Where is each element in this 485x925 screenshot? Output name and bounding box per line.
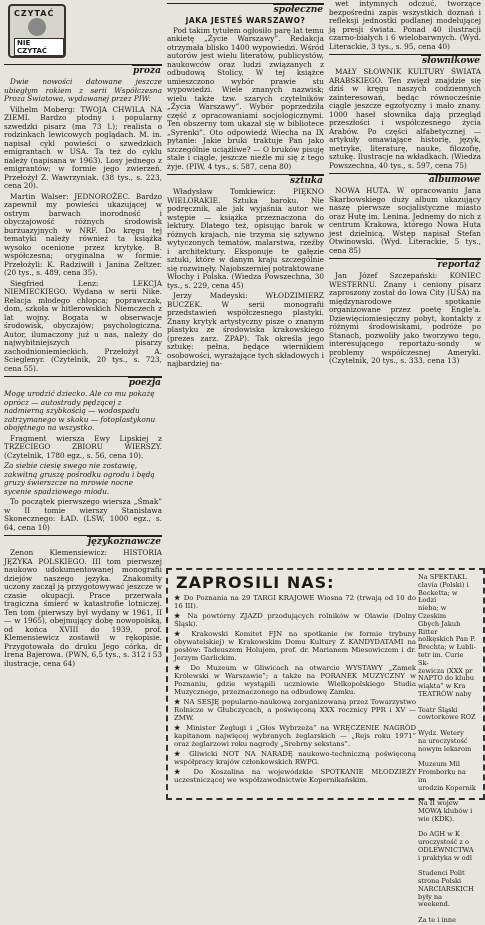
section-heading xyxy=(167,174,324,186)
box-items xyxy=(174,594,416,786)
invitation-text: Gliwicki NOT NA NARADĘ naukowo-techniczną poświęconą współpracy krajów członkowskich RWPG. xyxy=(174,750,417,766)
column-left xyxy=(4,0,162,800)
section-heading-text: społeczne xyxy=(273,5,323,15)
invitation-item xyxy=(174,594,416,610)
article-paragraph: MAŁY SŁOWNIK KULTURY ŚWIATA ARABSKIEGO. Ten zwięzł znajdzie się dziś w kręgu naszych codziennych zainteresowań, będąc równocześnie ciągle jeszcze egzotyczny i mało znany. 1000 haseł słownika dają przegląd przeszłości i współczesnego życia Arabów. Po części alfabetycznej — artykuły omawiające historię, język, metryke, literaturę, nauke, filozofię, sztukę. Ilustracje na wkładkach. (Wiedza Powszechna, 40 tys., s. 597, cena 75) xyxy=(329,67,481,170)
box-title: ZAPROSILI NAS: xyxy=(176,573,335,592)
section-heading-text: językoznawcze xyxy=(87,537,161,547)
side-line: NARCIARSKICH xyxy=(418,884,474,893)
bullet-star-icon: ★ xyxy=(174,664,191,672)
bullet-star-icon: ★ xyxy=(174,768,194,776)
side-line: Becketta; w Łodzi xyxy=(418,588,458,605)
article-paragraph: Władysław Tomkiewicz: PIĘKNO WIELORAKIE. Sztuka baroku. Nie podręcznik, ale jak wyjaśnia autor we wstępie — książka przeznaczona do lektury. Dlatego też, opisując barok w różnych krajach, nie trzyma się sztywno wytyczonych tematów, malarstwa, rzeźby i architektury. Eksponuje te gałęzie sztuki, które w danym kraju szczególnie się rozwinęły. Najobszerniej potraktowane Włochy i Polska. (Wiedza Powszechna, 30 tys., s. 229, cena 45) xyxy=(167,187,324,290)
invitation-item xyxy=(174,612,416,628)
article-paragraph: Mogę urodzić dziecko. Ale co mu pokażę oprócz — autostrady pędzącej z nadmierną szybkością — wodospadu zatrzymanego w skoku — fotoplastykonu obojętnego na wszystko. xyxy=(4,389,156,432)
invitation-text: NA SESJĘ popularno-naukową zorganizowaną przez Towarzystwo Rolnicze w Głubczycach, a poświęconą XXX rocznicy PPR i XV — ZMW. xyxy=(174,698,416,722)
side-line: na uroczystość xyxy=(418,736,468,745)
side-line: TEATRÓW naby xyxy=(418,689,472,698)
article-paragraph: Pod takim tytułem ogłosiło parę lat temu ankietę „Życie Warszawy”. Redakcja otrzymała blisko 1400 wypowiedzi. Wśród autorów jest wielu literatów, publicystów, naukowców oraz ludzi związanych z odbudową Stolicy. W tej książce umieszczono wybór prawie stu wypowiedzi. Wiele znanych nazwisk; wielu także tzw. szarych czytelników „Życia Warszawy”. Wybór poprzedziła część z opracowaniami socjologicznymi. Ten obszerny tom ukazał się w bibliotece „Syrenki”. Oto odpowiedź Wiecha na IX pytanie: Jakie bruki traktuje Pan jako szczególnie uciążliwe? — O bruków pisuję stale i ciągle, jeszcze nieźle mi się z tego żyje. (PIW, 4 tys., s. 587, cena 80) xyxy=(167,25,324,171)
section-heading xyxy=(167,3,324,15)
invitation-item xyxy=(174,750,416,766)
invitation-item xyxy=(174,768,416,784)
bullet-star-icon: ★ xyxy=(174,724,187,732)
side-line: cowtorkowe ROZ xyxy=(418,713,476,722)
section-heading-text: reportaż xyxy=(437,260,480,270)
article-paragraph: Martin Walser: JEDNOROŻEC. Bardzo zapewnił my powieści ukazującej w ostrym barwach inorodność i obyczajowość różnych środowisk burżuazyjnych w NRF. Do kręgu tej tematyki należy również ta książka wysoko ocenione przez krytykę. B. współczesna; oryginalna w formie. Przełożyli: K. Radziwiłł i Janina Zeltzer. (20 tys., s. 489, cena 35). xyxy=(4,191,162,277)
side-line: urodzin Kopernik xyxy=(418,783,476,792)
side-line: strona Polski xyxy=(418,877,462,886)
article-paragraph: Jerzy Madeyski: WŁODZIMIERZ BUCZEK. W serii monografii przedstawień współczesnego plastyki. Znany krytyk artystyczny pisze o znanym plastyku ze środowiska krakowskiego (prezes zarz. ZPAP). Tak określa jego sztukę: pełna, będące wiernikiem osobowości, wyrażające tych składowych i najbardziej na- xyxy=(167,291,324,368)
section-heading-text: poezja xyxy=(128,378,161,388)
side-line: Studenci Polit xyxy=(418,869,465,878)
column-middle xyxy=(167,0,324,565)
side-line: Gbych Jakub Ritter xyxy=(418,619,461,636)
bullet-star-icon: ★ xyxy=(174,750,190,758)
article-paragraph: Vilhelm Moberg: TWOJA CHWILA NA ZIEMI. Bardzo płodny i popularny szwedzki pisarz (ma 73 l.); realista o rodzinkach lewicowych poglądach. M. in. napisał cykl powieści o szwedzkich emigrantach w USA. Ta też do cyklu należy (napisana w 1963). Losy jednego z emigrantów; w formie jego zwierzeń. Przełożył Z. Wawrzyniak. (38 tys., s. 223, cena 20). xyxy=(4,104,162,190)
logo-line1: CZYTAĆ xyxy=(14,9,55,18)
side-line: żewicza (XXX pr xyxy=(418,666,473,675)
side-line: nieba; w Czeskim xyxy=(418,604,447,620)
section-heading-text: proza xyxy=(133,66,161,76)
side-line: NAPTO do klubu xyxy=(418,674,474,683)
invitation-item xyxy=(174,724,416,748)
side-line: wiąkta” w Kra xyxy=(418,682,466,691)
bullet-star-icon: ★ xyxy=(174,630,192,638)
section-heading xyxy=(4,64,162,76)
article-paragraph: Dwie nowości datowane jeszcze ubiegłym rokiem z serii Współczesna Proza Światowa, wydawanej przez PIW: xyxy=(4,77,162,103)
section-heading xyxy=(4,535,162,547)
section-heading xyxy=(4,376,162,388)
side-line: Wydz. Wetery xyxy=(418,728,464,737)
col3-content xyxy=(329,0,481,366)
article-paragraph: To początek pierwszego wiersza „Śmak” w II tomie wierszy Stanisława Skonecznego: ŁAD. (LSW, 1000 egz., s. 64, cena 10) xyxy=(4,497,162,532)
article-paragraph: NOWA HUTA. W opracowaniu Jana Skarbowskiego duży album ukazujący naszę pierwsze socjalistyczne miasto oraz Hutę im. Lenina. Jednemy do nich z centrum Krakowa, którego Nowa Huta jest dzielnicą. Wstęp napisał Stefan Otwinowski. (Wyd. Literackie, 5 tys., cena 85) xyxy=(329,186,481,255)
side-line: Brechta; w Łubli- xyxy=(418,643,476,652)
invitation-item xyxy=(174,664,416,696)
bullet-star-icon: ★ xyxy=(174,612,188,620)
article-paragraph: Fragment wiersza Ewy Lipskiej z TRZECIEGO ZBIORU WIERSZY. (Czytelnik, 1780 egz., s. 56, cena 10). xyxy=(4,433,162,460)
invitation-text: Minister Żeglugi i „Głos Wybrzeża” na WRĘCZENIE NAGRÓD kapitanom najwięcej wybranych żeglarskich — „Rejs roku 1971” oraz żeglarzowi roku nagrody „Srebrny sekstans”. xyxy=(174,724,416,748)
logo-line2: NIE CZYTAĆ xyxy=(14,38,64,56)
side-line: ODLEWNICTWA xyxy=(418,845,474,854)
col2-content xyxy=(167,3,324,369)
article-headline: JAKA JESTEŚ WARSZAWO? xyxy=(185,16,306,25)
article-paragraph: Jan Józef Szczepański: KONIEC WESTERNU. Znany i ceniony pisarz zaproszony został do Iowa City (USA) na międzynarodowe spotkanie organizowane przez poetę Engle'a. Dziewięciomiesięczny pobyt, kontakty z różnymi środowiskami, podróże po Stanach, pozwoliły jako tworzywo tego, interesującego reportażu-sondy w problemy współczesnej Ameryki. (Czytelnik, 20 tys., s. 333, cena 13) xyxy=(329,271,481,365)
side-line: Teatr Śląski xyxy=(418,705,458,714)
article-paragraph: Zenon Klemensiewicz: HISTORIA JĘZYKA POLSKIEGO. III tom pierwszej naukowo udokumentowanej monografii dziejów naszego języka. Znakomity uczony zaczął ją przygotowywać jeszcze w czasie okupacji. Prace przerwała tragiczna śmierć w katastrofie lotniczej. Ten tom (pierwszy był wydany w 1961, II — w 1965), obejmujący dobę nowopolską, od końca XVIII do 1939, prof. Klemensiewicz zostawił w rękopisie. Przygotowała do druku Jego córka, dr Irena Bajerowa. (PWN, 6,5 tys., s. 312 i 53 ilustracje, cena 64) xyxy=(4,548,162,668)
side-line: Muzeum Mil xyxy=(418,760,460,769)
invitation-text: Do Poznania na 29 TARGI KRAJOWE Wiosna 72 (trwają od 10 do 16 III). xyxy=(174,594,416,610)
side-line: tetr im. Curie Sk- xyxy=(418,650,464,667)
column-logo xyxy=(8,4,66,58)
invitations-box xyxy=(166,568,485,925)
article-paragraph: Siegfried Lenz: LEKCJA NIEMIECKIEGO. Wydana w serii Nike. Relacja młodego chłopca; poprawczak, dom, szkoła w hitlerowskich Niemczech z lat wojny. Bogata w obserwacje środowisk, obyczajów; psychologiczna. Autor, ilumaczony już u nas, należy do najwybitniejszych pisarzy zachodnioniemieckich. Przełożył A. Scieglenyr. (Czytelnik, 20 tys., s. 723, cena 55). xyxy=(4,278,162,373)
section-heading-text: albumowe xyxy=(428,175,480,185)
invitation-text: Na powtórny ZJAZD przodujących rolników w Olawie (Dolny Śląsk). xyxy=(174,612,416,628)
side-line: Na II wojew xyxy=(418,799,459,808)
section-heading-text: sztuka xyxy=(290,176,323,186)
side-line: nowym lekarom xyxy=(418,744,472,753)
section-heading-text: słownikowe xyxy=(422,56,480,66)
side-line: Za te i inne xyxy=(418,916,456,925)
article-paragraph: wet intymnych odczuć, tworzące bezpośredni zapis wszystkich doznań i refleksji jednostki podlanej modelującej ją presji świata. Ponad 40 ilustracji czarno-białych i 6 wielobarwnych. (Wyd. Literackie, 3 tys., s. 95, cena 40) xyxy=(329,0,481,51)
invitation-item xyxy=(174,630,416,662)
col1-content xyxy=(4,64,162,668)
side-line: Na SPEKTAKL xyxy=(418,573,467,581)
invitation-text: Do Koszalina na wojewódzkie SPOTKANIE MŁODZIEŻY uczestniczącej we współzawodnictwie Kopernikańskim. xyxy=(174,768,416,784)
side-line: Do AGH w K xyxy=(418,830,460,839)
bullet-star-icon: ★ xyxy=(174,698,184,706)
section-heading xyxy=(329,54,481,66)
box-side-column xyxy=(418,574,476,925)
side-line: wie (KDK). xyxy=(418,814,455,823)
invitation-item xyxy=(174,698,416,722)
article-paragraph: Za siebie ciesię swego nie zostawię, zakwitną gruszę pośrodku ogrodu i będą gruzy świerszcze na mrowie nocne sycenie spadziowego miodu. xyxy=(4,461,155,496)
bullet-star-icon: ★ xyxy=(174,594,184,602)
side-line: uroczystość z o xyxy=(418,838,469,847)
section-heading xyxy=(329,173,481,185)
reader-figure-icon xyxy=(28,18,46,36)
invitation-text: Krakowski Komitet FJN na spotkanie (w formie trybuny obywatelskiej) w Krakowskim Domu Kultury Z KANDYDATAMI na posłów: Tadeuszem Holujem, prof. dr. Marianem Miesowiczem i dr. Jerzym Garlickim. xyxy=(174,630,416,662)
section-heading xyxy=(329,258,481,270)
invitation-text: Do Muzeum w Gliwicach na otwarcie WYSTAWY „Zamek Królewski w Warszawie”; a także na PORANEK MUZYCZNY w Poznaniu, gdzie wystąpili uczniowie Wielkopolskiego Studia Muzycznego, przeznaczonego na odbudowę Zamku. xyxy=(174,664,416,696)
column-right xyxy=(329,0,481,565)
side-line: Fromborku na im xyxy=(418,767,466,784)
side-line: były na weekend. xyxy=(418,892,450,909)
side-line: clavia (Polski) i xyxy=(418,580,469,589)
side-line: MOWĄ klubów i xyxy=(418,806,473,815)
side-line: i praktyka w odl xyxy=(418,853,472,862)
side-line: nolkęskich Pan P. xyxy=(418,635,476,644)
